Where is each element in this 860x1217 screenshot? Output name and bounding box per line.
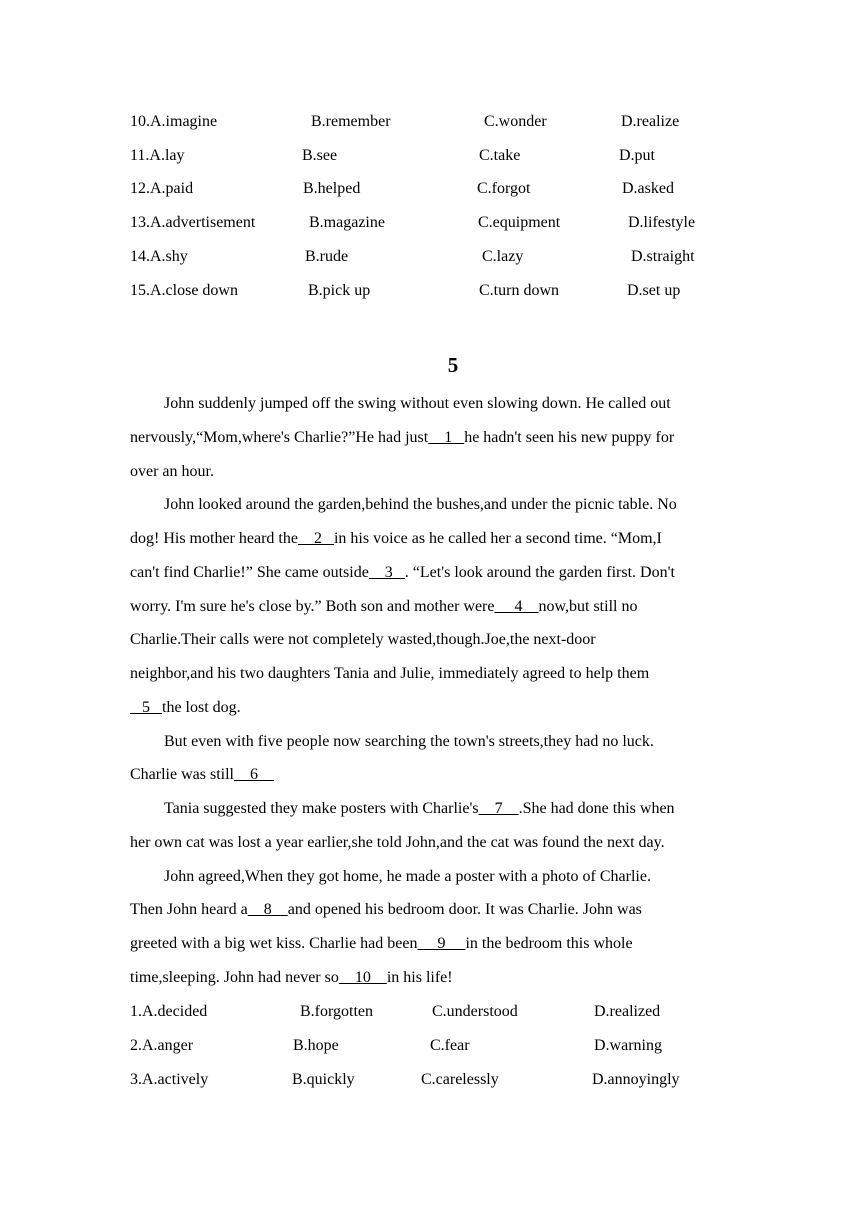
passage-text: in the bedroom this whole [465,935,633,952]
option-d: D.put [619,147,655,164]
option-b: B.forgotten [300,1003,374,1020]
passage-text: he hadn't seen his new puppy for [464,429,675,446]
passage-text: worry. I'm sure he's close by.” Both son and mother were [130,598,495,615]
option-a: 14.A.shy [130,248,188,265]
option-b: B.magazine [309,214,385,231]
section-number: 5 [447,353,459,377]
passage-line [130,899,740,921]
passage-text: can't find Charlie!” She came outside [130,564,369,581]
passage-line [130,967,740,989]
option-a: 12.A.paid [130,180,194,197]
option-b: B.see [302,147,338,164]
option-d: D.set up [627,282,681,299]
passage-line [130,764,740,786]
option-b: B.pick up [308,282,371,299]
option-c: C.equipment [478,214,561,231]
passage-text: dog! His mother heard the [130,530,298,547]
passage-line [130,663,740,685]
blank-10: 10 [338,969,387,986]
passage-text: Charlie was still [130,766,234,783]
blank-7: 7 [478,800,519,817]
blank-8: 8 [247,901,288,918]
passage-line [164,393,774,415]
passage-line [130,629,740,651]
passage-text: John suddenly jumped off the swing without even slowing down. He called out [164,395,671,412]
option-a: 2.A.anger [130,1037,194,1054]
option-c: C.take [479,147,521,164]
option-d: D.warning [594,1037,662,1054]
passage-text: . “Let's look around the garden first. Don't [404,564,675,581]
passage-text: the lost dog. [162,699,241,716]
passage-line [130,461,740,483]
passage-line [130,528,740,550]
passage-text: Then John heard a [130,901,248,918]
option-c: C.carelessly [421,1071,499,1088]
blank-3: 3 [368,564,405,581]
passage-text: in his life! [386,969,453,986]
option-b: B.helped [303,180,361,197]
option-a: 10.A.imagine [130,113,218,130]
passage-text: neighbor,and his two daughters Tania and Julie, immediately agreed to help them [130,665,650,682]
option-c: C.lazy [482,248,524,265]
passage-line [164,731,774,753]
option-b: B.hope [293,1037,339,1054]
passage-line [130,832,740,854]
option-c: C.forgot [477,180,531,197]
option-b: B.quickly [292,1071,355,1088]
passage-text: in his voice as he called her a second time. “Mom,I [333,530,662,547]
passage-text: nervously,“Mom,where's Charlie?”He had just [130,429,429,446]
passage-text: John agreed,When they got home, he made a poster with a photo of Charlie. [164,868,651,885]
passage-line [130,933,740,955]
blank-9: 9 [417,935,466,952]
passage-text: over an hour. [130,463,214,480]
blank-1: 1 [428,429,465,446]
passage-text: Tania suggested they make posters with Charlie's [164,800,479,817]
passage-line [130,427,740,449]
option-c: C.fear [430,1037,470,1054]
passage-text: and opened his bedroom door. It was Charlie. John was [287,901,642,918]
blank-6: 6 [233,766,274,783]
option-d: D.straight [631,248,695,265]
option-b: B.remember [311,113,391,130]
option-d: D.asked [622,180,674,197]
passage-line [164,798,774,820]
blank-2: 2 [297,530,334,547]
blank-4: 4 [494,598,539,615]
option-d: D.realized [594,1003,661,1020]
option-a: 13.A.advertisement [130,214,256,231]
option-d: D.realize [621,113,680,130]
option-a: 1.A.decided [130,1003,208,1020]
blank-5: 5 [130,699,162,716]
passage-line [164,494,774,516]
option-d: D.lifestyle [628,214,696,231]
passage-text: .She had done this when [518,800,675,817]
passage-text: But even with five people now searching the town's streets,they had no luck. [164,733,654,750]
option-d: D.annoyingly [592,1071,680,1088]
option-c: C.turn down [479,282,559,299]
passage-line [130,562,740,584]
passage-line [130,596,740,618]
passage-line [130,697,740,719]
option-a: 15.A.close down [130,282,238,299]
option-a: 3.A.actively [130,1071,209,1088]
passage-text: her own cat was lost a year earlier,she told John,and the cat was found the next day. [130,834,665,851]
passage-text: time,sleeping. John had never so [130,969,339,986]
option-b: B.rude [305,248,349,265]
option-a: 11.A.lay [130,147,185,164]
passage-text: greeted with a big wet kiss. Charlie had been [130,935,418,952]
option-c: C.wonder [484,113,547,130]
option-c: C.understood [432,1003,518,1020]
passage-text: John looked around the garden,behind the bushes,and under the picnic table. No [164,496,677,513]
passage-text: Charlie.Their calls were not completely wasted,though.Joe,the next-door [130,631,596,648]
passage-line [164,866,774,888]
passage-text: now,but still no [538,598,638,615]
